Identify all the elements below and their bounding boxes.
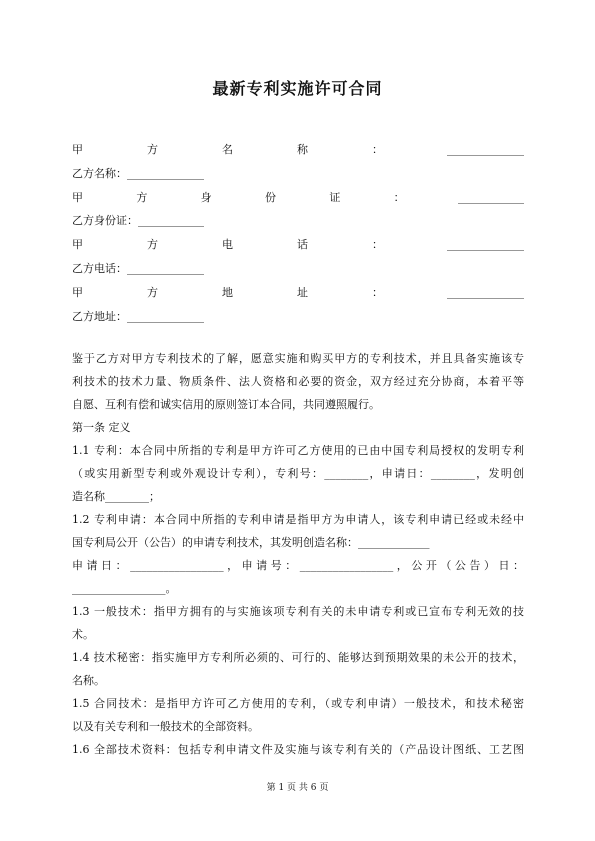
label-char: 址	[297, 286, 308, 299]
body-line: 1.4 技术秘密：指实施甲方专利所必须的、可行的、能够达到预期效果的未公开的技术，	[72, 651, 524, 664]
label-char: 甲	[72, 238, 83, 251]
label-char: 甲	[72, 286, 83, 299]
body-line: 以及有关专利和一般技术的全部资料。	[72, 720, 259, 733]
fill-blank: ____________	[138, 214, 204, 227]
party-a-id-row	[72, 191, 524, 205]
fill-blank: ______________	[127, 262, 204, 275]
label-char: 方	[147, 286, 158, 299]
fill-blank: ____________	[457, 191, 524, 204]
label-char: 证	[329, 191, 341, 204]
field-label: 乙方电话：	[72, 262, 127, 275]
label-char: ：	[372, 238, 383, 251]
body-line: 利技术的技术力量、物质条件、法人资格和必要的资金，双方经过充分协商，本着平等	[72, 375, 524, 388]
body-line: 造名称________；	[72, 490, 160, 503]
party-a-address-row	[72, 286, 524, 300]
party-a-name-row	[72, 143, 524, 157]
party-b-phone-row	[72, 262, 524, 276]
contract-body	[72, 347, 524, 761]
page-footer: 第 1 页 共 6 页	[266, 783, 329, 793]
label-char: 称	[297, 143, 308, 156]
body-line: 1.6 全部技术资料：包括专利申请文件及实施与该专利有关的（产品设计图纸、工艺图	[72, 743, 524, 756]
label-char: 地	[222, 286, 233, 299]
label-char: 份	[264, 191, 276, 204]
party-b-id-row	[72, 214, 524, 228]
body-line: 1.5 合同技术：是指甲方许可乙方使用的专利，（或专利申请）一般技术，和技术秘密	[72, 697, 524, 710]
label-char: 甲	[72, 143, 83, 156]
party-b-address-row	[72, 310, 524, 324]
field-label: 乙方地址：	[72, 310, 127, 323]
body-line: 申请日：_________________，申请号：_________________，公开（公告）日：	[72, 559, 524, 572]
fill-blank: ______________	[127, 310, 204, 323]
body-line: （或实用新型专利或外观设计专利），专利号：________，申请日：________，发明创	[72, 467, 524, 480]
label-char: 身	[200, 191, 212, 204]
label-char: ：	[372, 286, 383, 299]
body-line: _________________。	[72, 582, 177, 595]
label-char: ：	[393, 191, 405, 204]
body-line: 术。	[72, 628, 94, 641]
label-char: ：	[372, 143, 383, 156]
fill-blank: ______________	[447, 238, 524, 251]
body-line: 1.2 专利申请：本合同中所指的专利申请是指甲方为申请人，该专利申请已经或未经中	[72, 513, 524, 526]
field-label: 乙方名称：	[72, 167, 127, 180]
body-line: 名称。	[72, 674, 105, 687]
body-line: 鉴于乙方对甲方专利技术的了解，愿意实施和购买甲方的专利技术，并且具备实施该专	[72, 352, 524, 365]
label-char: 电	[222, 238, 233, 251]
label-char: 方	[147, 143, 158, 156]
fill-blank: ______________	[447, 286, 524, 299]
party-b-name-row	[72, 167, 524, 181]
body-line: 1.1 专利：本合同中所指的专利是甲方许可乙方使用的已由中国专利局授权的发明专利	[72, 444, 524, 457]
section-heading: 第一条 定义	[72, 421, 131, 434]
party-a-phone-row	[72, 238, 524, 252]
body-line: 自愿、互利有偿和诚实信用的原则签订本合同，共同遵照履行。	[72, 398, 380, 411]
fill-blank: ______________	[127, 167, 204, 180]
label-char: 名	[222, 143, 233, 156]
label-char: 方	[136, 191, 148, 204]
field-label: 乙方身份证：	[72, 214, 138, 227]
label-char: 话	[297, 238, 308, 251]
label-char: 方	[147, 238, 158, 251]
fill-blank: ______________	[447, 143, 524, 156]
label-char: 甲	[72, 191, 83, 204]
body-line: 1.3 一般技术：指甲方拥有的与实施该项专利有关的未申请专利或已宣布专利无效的技	[72, 605, 524, 618]
document-title: 最新专利实施许可合同	[212, 79, 383, 98]
body-line: 国专利局公开（公告）的申请专利技术，其发明创造名称：_____________	[72, 536, 430, 549]
